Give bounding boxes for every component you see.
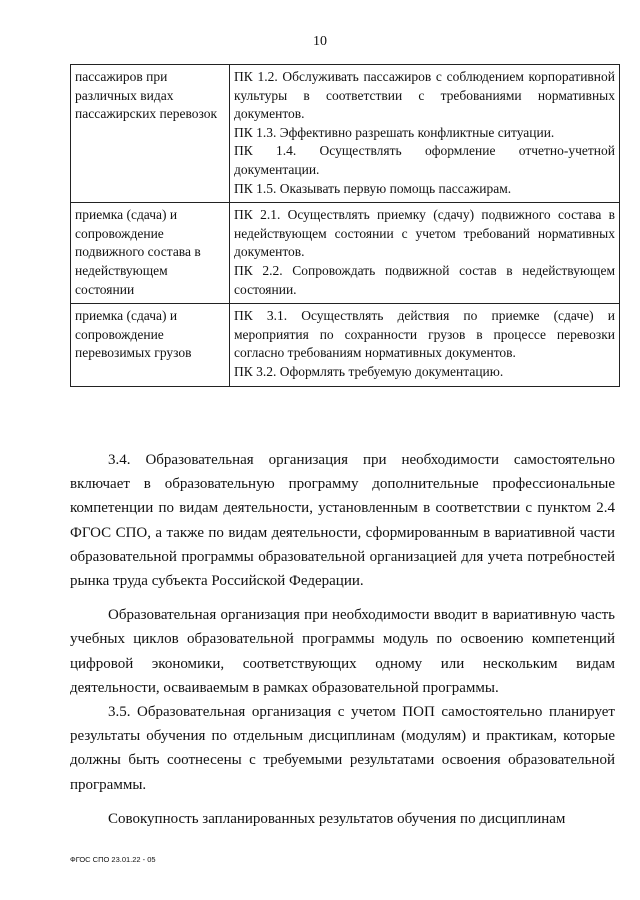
footer-doc-code: ФГОС СПО 23.01.22 - 05	[70, 855, 156, 864]
paragraph-learning-outcomes: Совокупность запланированных результатов обучения по дисциплинам	[108, 810, 566, 827]
table-row	[71, 65, 620, 203]
competencies-cell	[230, 65, 620, 203]
competency-table	[70, 64, 620, 387]
page-number: 10	[313, 34, 327, 49]
activity-area-cell: приемка (сдача) и сопровождение перевозимых грузов	[71, 304, 230, 386]
competencies-cell	[230, 304, 620, 386]
activity-area-cell: пассажиров при различных видах пассажирских перевозок	[71, 65, 230, 203]
table-row	[71, 203, 620, 304]
competency-item: ПК 2.1. Осуществлять приемку (сдачу) подвижного состава в недействующем состоянии с учетом требований нормативных документов.	[234, 207, 615, 260]
competency-item: ПК 1.3. Эффективно разрешать конфликтные ситуации.	[234, 124, 555, 140]
competency-item: ПК 3.2. Оформлять требуемую документацию.	[234, 363, 504, 379]
body-text	[70, 448, 615, 831]
paragraph-3-5: 3.5. Образовательная организация с учетом ПОП самостоятельно планирует результаты обучения по отдельным дисциплинам (модулям) и практикам, которые должны быть соотнесены с требуемыми результатами освоения образовательной программы.	[70, 704, 615, 793]
competency-item: ПК 3.1. Осуществлять действия по приемке (сдаче) и мероприятия по сохранности грузов в процессе перевозки согласно требованиям нормативных документов.	[234, 308, 615, 361]
paragraph-3-4: 3.4. Образовательная организация при необходимости самостоятельно включает в образовательную программу дополнительные профессиональные компетенции по видам деятельности, установленным в соответствии с пунктом 2.4 ФГОС СПО, а также по видам деятельности, сформированным в вариативной части образовательной программы образовательной организацией для учета потребностей рынка труда субъекта Российской Федерации.	[70, 452, 615, 590]
competency-item: ПК 1.5. Оказывать первую помощь пассажирам.	[234, 180, 512, 196]
competency-item: ПК 1.4. Осуществлять оформление отчетно-учетной документации.	[234, 143, 615, 177]
paragraph-digital-economy: Образовательная организация при необходимости вводит в вариативную часть учебных циклов образовательной программы модуль по освоению компетенций цифровой экономики, соответствующих одному или нескольким видам деятельности, осваиваемым в рамках образовательной программы.	[70, 607, 615, 696]
table-row	[71, 304, 620, 386]
competency-item: ПК 2.2. Сопровождать подвижной состав в недействующем состоянии.	[234, 262, 615, 297]
activity-area-cell: приемка (сдача) и сопровождение подвижного состава в недействующем состоянии	[71, 203, 230, 304]
competency-item: ПК 1.2. Обслуживать пассажиров с соблюдением корпоративной культуры в соответствии с требованиями нормативных документов.	[234, 69, 615, 122]
competencies-cell	[230, 203, 620, 304]
